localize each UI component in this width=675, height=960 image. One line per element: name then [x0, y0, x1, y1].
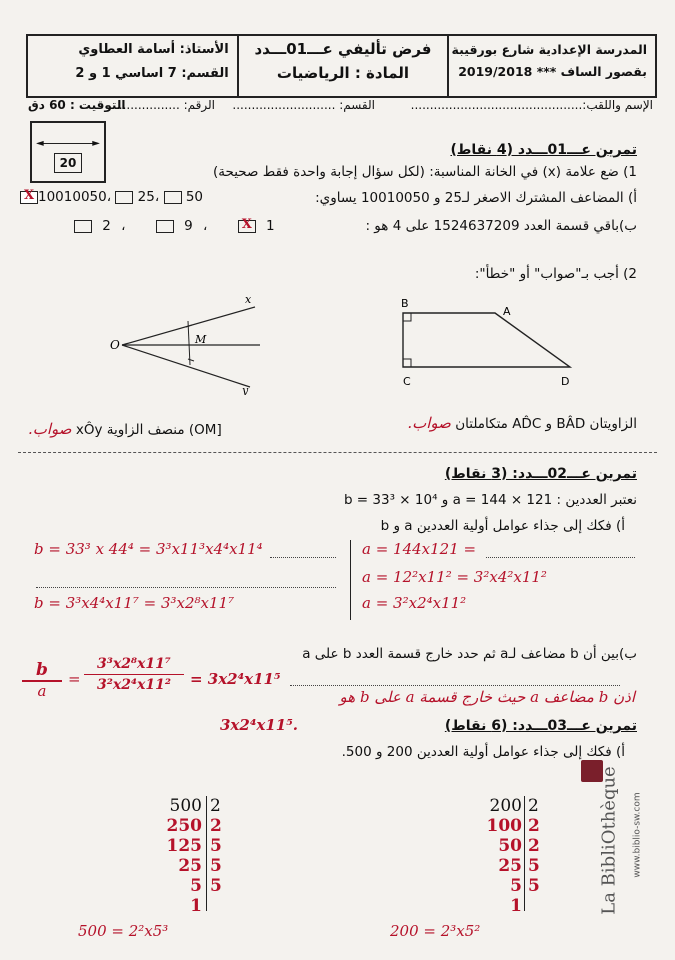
score-total: 20: [54, 153, 82, 173]
angle-figure: [110, 295, 280, 395]
qb-option-3: 2: [102, 218, 111, 234]
teacher-cell: [28, 36, 237, 96]
ex1-q2: 2) أجب بـ"صواب" أو "خطأ":: [474, 266, 637, 282]
title-cell: [237, 36, 448, 96]
div500-left: 500 250 125 25 5 1: [166, 796, 202, 916]
frac-rhs: [84, 656, 184, 693]
frac-eq: =: [68, 670, 81, 688]
qa-option-1: 50: [185, 189, 203, 205]
frac-result: = 3x2⁴x11⁵: [190, 670, 281, 688]
class-field: القسم: ...........................: [232, 98, 375, 112]
a-dots-1: [486, 556, 635, 558]
a-work-2: a = 12²x11² = 3²x4²x11²: [362, 568, 547, 586]
ex1-qa-label: أ) المضاعف المشترك الاصغر لـ25 و 10010050 يساوي:: [315, 190, 637, 206]
teacher-class: القسم: 7 اساسي 1 و 2: [75, 66, 229, 81]
arrow-left-icon: ◄: [36, 138, 44, 149]
number-field: الرقم: ..................: [111, 98, 215, 112]
ex1-qb-label: ب)باقي قسمة العدد 1524637209 على 4 هو :: [365, 218, 637, 234]
ex1-title: تمرين عـــ01ـــدد (4 نقاط): [450, 142, 637, 158]
div500-right: 2 2 5 5 5: [210, 796, 222, 896]
qb-option-2: 9: [184, 218, 193, 234]
a-work-3: a = 3²x2⁴x11²: [362, 594, 467, 612]
score-line: [38, 143, 96, 145]
school-year: بقصور الساف *** 2019/2018: [458, 64, 647, 79]
label-o: O: [110, 338, 120, 352]
ex3-title: تمرين عـــ03ـــدد: (6 نقاط): [444, 718, 637, 734]
label-x: x: [245, 295, 252, 306]
ex2-intro: نعتبر العددين : a = 144 × 121 و b = 33³ × 10⁴: [343, 492, 637, 508]
school-cell: [447, 36, 655, 96]
b-dots-1: [270, 556, 336, 558]
qa-checkbox-1[interactable]: [164, 191, 182, 204]
qa-checkbox-3[interactable]: X: [20, 191, 38, 204]
b-work-1: b = 33³ x 44⁴ = 3³x11³x4⁴x11⁴: [34, 540, 263, 558]
teacher-name: الأستاذ: أسامة العطاوي: [78, 42, 229, 57]
a-work-1: a = 144x121 =: [362, 540, 477, 558]
school-name: المدرسة الإعدادية شارع بورقيبة: [451, 42, 647, 57]
time-field: التوقيت : 60 دق: [28, 98, 126, 112]
separator-1: [18, 452, 657, 453]
div500-bar: [206, 796, 207, 911]
frac-den: 3²x2⁴x11²: [96, 677, 172, 693]
ex1-qb-options: 2 ، 9 ، X 1: [74, 218, 275, 234]
div200-right: 2 2 2 5 5: [528, 796, 540, 896]
ex1-qa-options: X 10010050، 25، 50: [20, 189, 203, 205]
qb-checkbox-1[interactable]: X: [238, 220, 256, 233]
conclusion-value: 3x2⁴x11⁵.: [220, 716, 298, 734]
stmt-left-answer: صواب.: [28, 420, 72, 438]
label-c: C: [403, 375, 411, 388]
ex2-title: تمرين عـــ02ـــدد: (3 نقاط): [444, 466, 637, 482]
qb-checkbox-2[interactable]: [156, 220, 174, 233]
ex1-q1: 1) ضع علامة (x) في الخانة المناسبة: (لكل سؤال إجابة واحدة فقط صحيحة): [213, 164, 637, 180]
stmt-left: [OM) منصف الزاوية xÔy صواب.: [28, 420, 222, 438]
res200: 200 = 2³x5²: [390, 922, 481, 940]
frac-dots: [290, 684, 620, 686]
label-d: D: [561, 375, 570, 388]
label-y: y: [242, 384, 249, 395]
name-field: الإسم واللقب:.............................................: [410, 98, 653, 112]
qb-checkbox-3[interactable]: [74, 220, 92, 233]
frac-lhs: [22, 660, 62, 700]
watermark-url: www.biblio-sw.com: [632, 792, 643, 878]
ex2-qa: أ) فكك إلى جذاء عوامل أولية العددين a و b: [380, 518, 625, 534]
res500: 500 = 2²x5³: [78, 922, 169, 940]
stmt-right: الزاويتان BÂD و AD̂C متكاملتان صواب.: [407, 414, 637, 432]
header-table: [26, 34, 657, 98]
conclusion: اذن b مضاعف a حيث خارج قسمة a على b هو: [339, 688, 635, 706]
frac-lhs-num: b: [22, 660, 62, 682]
label-b: B: [401, 297, 409, 310]
stmt-right-answer: صواب.: [407, 414, 451, 432]
div200-left: 200 100 50 25 5 1: [486, 796, 522, 916]
trapezoid-figure: [395, 295, 585, 395]
watermark: [555, 760, 655, 915]
score-box: [30, 121, 106, 183]
label-m: M: [195, 333, 207, 346]
label-a: A: [503, 305, 511, 318]
b-work-3: b = 3³x4⁴x11⁷ = 3³x2⁸x11⁷: [34, 594, 235, 612]
ex3-qa: أ) فكك إلى جذاء عوامل أولية العددين 200 و 500.: [341, 744, 625, 760]
frac-lhs-den: a: [37, 682, 47, 700]
ex2-divider: [350, 540, 351, 620]
ex2-qb: ب)بين أن b مضاعف لـa ثم حدد خارج قسمة العدد b على a: [302, 646, 637, 662]
qa-option-3: 10010050: [38, 189, 107, 205]
frac-num: 3³x2⁸x11⁷: [84, 656, 184, 675]
exam-title: فرض تأليفي عـــ01ـــدد: [254, 40, 432, 58]
div200-bar: [524, 796, 525, 911]
qa-checkbox-2[interactable]: [115, 191, 133, 204]
qb-option-1: 1: [265, 218, 275, 234]
arrow-right-icon: ►: [92, 138, 100, 149]
b-dots-2: [36, 586, 336, 588]
qa-option-2: 25: [137, 189, 155, 205]
watermark-brand: La BibliOthèque: [598, 766, 620, 915]
subject-title: المادة : الرياضيات: [276, 64, 410, 82]
